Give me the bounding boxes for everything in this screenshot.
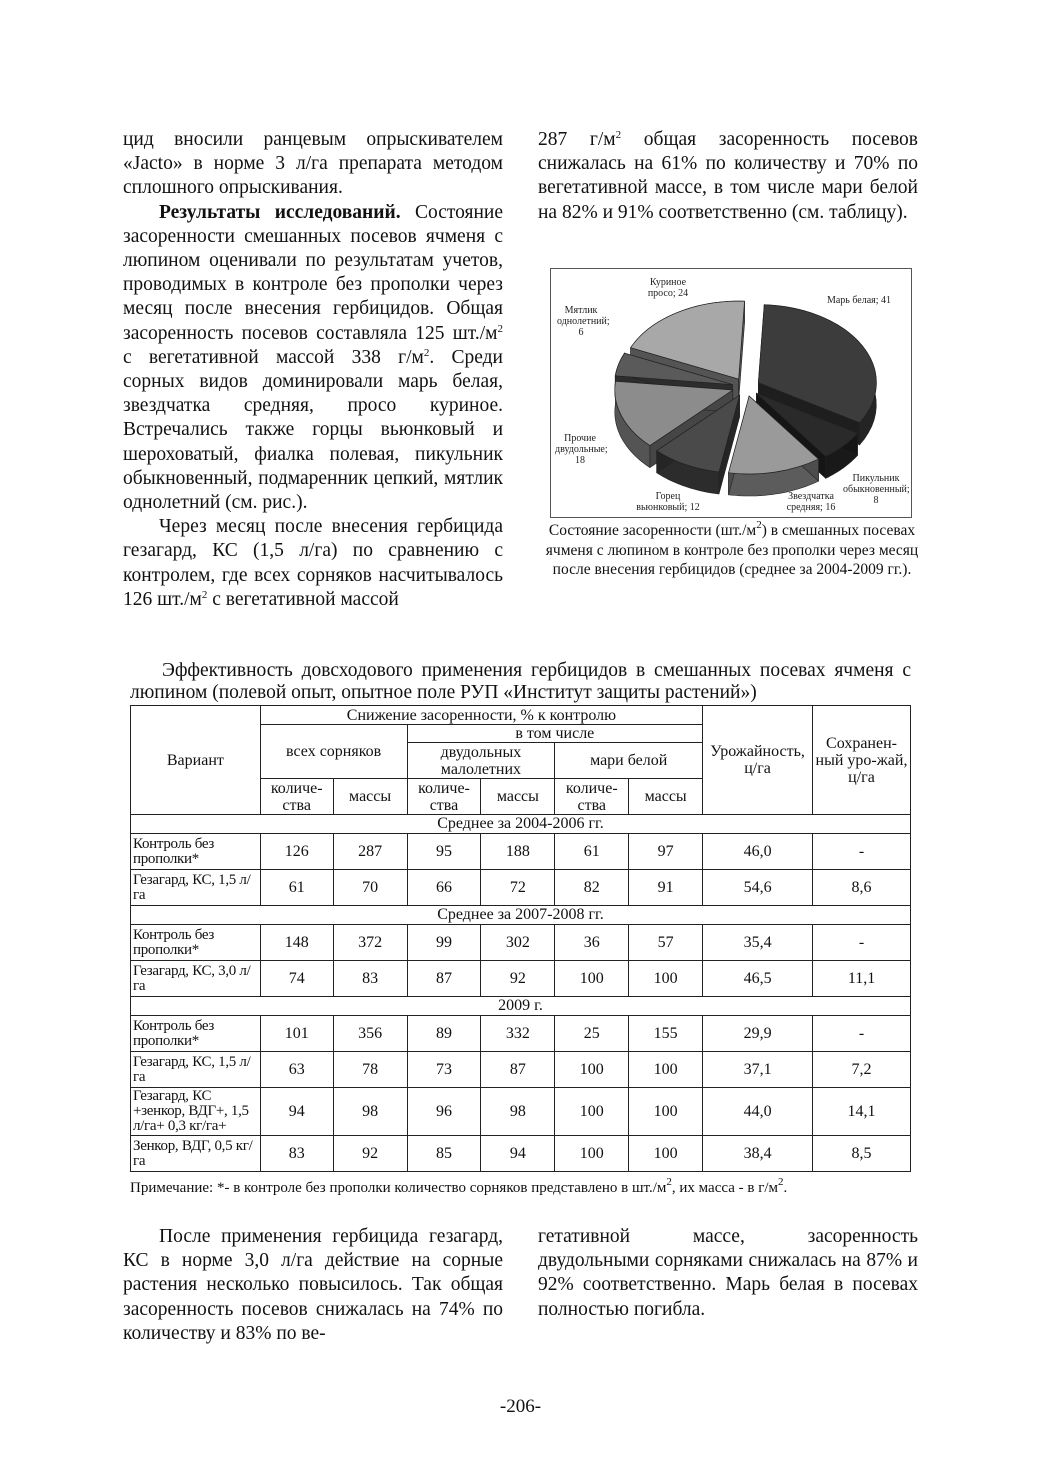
value-cell: - — [813, 925, 911, 961]
header-yield: Урожайность, ц/га — [703, 706, 813, 815]
label-mar-belaya: Марь белая; 41 — [826, 295, 892, 306]
value-cell: 87 — [481, 1052, 555, 1088]
value-cell: 97 — [629, 834, 703, 870]
value-cell: 126 — [260, 834, 333, 870]
value-cell: 100 — [555, 1052, 629, 1088]
value-cell: 100 — [555, 961, 629, 997]
table-note: Примечание: *- в контроле без прополки количество сорняков представлено в $шт./м^2$, их масса - в $г/м^2$. — [130, 1176, 788, 1196]
paragraph-reduction: 287 $г/м^2$ общая засоренность посевов снижалась на 61% по количеству и 70% по вегетативной массе, в том числе мари белой на 82% и 91% соответственно (см. таблицу). — [538, 129, 918, 223]
variant-cell: Контроль без прополки* — [131, 834, 261, 870]
bottom-right-text: гетативной массе, засоренность двудольными сорняками снижалась на 87% и 92% соответственно. Марь белая в посевах полностью погибла. — [538, 1226, 918, 1320]
header-count: количе-ства — [555, 779, 629, 815]
paragraph-month-after: Через месяц после внесения гербицида гезагард, КС (1,5 л/га) по сравнению с контролем, где всех сорняков насчитывалось 126 $шт./м^2$ с вегетативной массой — [123, 516, 503, 610]
paragraph-results: Результаты исследований. Состояние засоренности смешанных посевов ячменя с люпином оценивали по результатам учетов, проводимых в контроле без прополки через месяц после внесения гербицидов. Общая засоренность посевов составляла 125 $шт./м^2$ с вегетативной массой 338 $г/м^2$. Среди сорных видов доминировали марь белая, звездчатка средняя, просо куриное. Встречались также горцы вьюнковый и шероховатый, фиалка полевая, пикульник обыкновенный, подмаренник цепкий, мятлик однолетний (см. рис.). — [123, 201, 503, 514]
value-cell: 73 — [407, 1052, 481, 1088]
table-row — [131, 925, 911, 961]
header-including: в том числе — [407, 725, 703, 743]
value-cell: 188 — [481, 834, 555, 870]
value-cell: 92 — [333, 1136, 407, 1172]
value-cell: 98 — [333, 1088, 407, 1136]
value-cell: 94 — [481, 1136, 555, 1172]
header-count: количе-ства — [260, 779, 333, 815]
value-cell: 38,4 — [703, 1136, 813, 1172]
value-cell: 61 — [260, 870, 333, 906]
section-title: 2009 г. — [131, 997, 911, 1016]
value-cell: 99 — [407, 925, 481, 961]
value-cell: 87 — [407, 961, 481, 997]
value-cell: 89 — [407, 1016, 481, 1052]
variant-cell: Гезагард, КС, 3,0 л/га — [131, 961, 261, 997]
value-cell: 35,4 — [703, 925, 813, 961]
value-cell: 100 — [555, 1088, 629, 1136]
value-cell: 61 — [555, 834, 629, 870]
value-cell: 63 — [260, 1052, 333, 1088]
value-cell: 72 — [481, 870, 555, 906]
value-cell: 37,1 — [703, 1052, 813, 1088]
value-cell: 94 — [260, 1088, 333, 1136]
bottom-left-text: После применения гербицида гезагард, КС в норме 3,0 л/га действие на сорные растения несколько повысилось. Так общая засоренность посевов снижалась на 74% по количеству и 83% по ве- — [123, 1226, 503, 1344]
value-cell: 36 — [555, 925, 629, 961]
value-cell: 92 — [481, 961, 555, 997]
label-zvezdchatka: Звездчатка средняя; 16 — [786, 491, 836, 513]
value-cell: 148 — [260, 925, 333, 961]
header-mar: мари белой — [555, 743, 703, 779]
header-mass: массы — [481, 779, 555, 815]
left-column-text — [123, 128, 503, 612]
value-cell: 11,1 — [813, 961, 911, 997]
value-cell: 29,9 — [703, 1016, 813, 1052]
page-number: -206- — [499, 1396, 542, 1417]
figure-caption: Состояние засоренности $(шт./м^2)$ в смешанных посевах ячменя с люпином в контроле без прополки через месяц после внесения гербицидов (среднее за 2004-2009 гг.). — [545, 519, 919, 578]
results-heading: Результаты исследований. — [159, 201, 401, 223]
value-cell: 14,1 — [813, 1088, 911, 1136]
value-cell: 7,2 — [813, 1052, 911, 1088]
variant-cell: Гезагард, КС +зенкор, ВДГ+, 1,5 л/га+ 0,3 кг/га+ — [131, 1088, 261, 1136]
pie-chart-frame — [550, 268, 912, 518]
value-cell: 83 — [260, 1136, 333, 1172]
value-cell: 54,6 — [703, 870, 813, 906]
value-cell: 78 — [333, 1052, 407, 1088]
value-cell: 70 — [333, 870, 407, 906]
header-reduction: Снижение засоренности, % к контролю — [260, 706, 702, 725]
header-saved-yield: Сохранен-ный уро-жай, ц/га — [813, 706, 911, 815]
table-row — [131, 1052, 911, 1088]
header-mass: массы — [629, 779, 703, 815]
value-cell: 8,6 — [813, 870, 911, 906]
label-myatlik: Мятлик однолетний; 6 — [557, 305, 610, 338]
label-pikulnik: Пикульник обыкновенный; 8 — [843, 473, 910, 506]
value-cell: 356 — [333, 1016, 407, 1052]
table-row — [131, 1136, 911, 1172]
table-row — [131, 1088, 911, 1136]
value-cell: 46,5 — [703, 961, 813, 997]
variant-cell: Гезагард, КС, 1,5 л/га — [131, 1052, 261, 1088]
variant-cell: Гезагард, КС, 1,5 л/га — [131, 870, 261, 906]
value-cell: 101 — [260, 1016, 333, 1052]
value-cell: 8,5 — [813, 1136, 911, 1172]
label-prochie: Прочие двудольные; 18 — [555, 433, 608, 466]
value-cell: 82 — [555, 870, 629, 906]
herbicide-efficiency-table — [130, 705, 911, 1172]
variant-cell: Контроль без прополки* — [131, 925, 261, 961]
value-cell: 91 — [629, 870, 703, 906]
header-all-weeds: всех сорняков — [260, 725, 407, 779]
label-kurinoe-proso: Куриное просо; 24 — [647, 277, 689, 299]
value-cell: 155 — [629, 1016, 703, 1052]
value-cell: 100 — [629, 961, 703, 997]
header-mass: массы — [333, 779, 407, 815]
value-cell: 85 — [407, 1136, 481, 1172]
table-row — [131, 961, 911, 997]
value-cell: 96 — [407, 1088, 481, 1136]
value-cell: 372 — [333, 925, 407, 961]
value-cell: 100 — [629, 1088, 703, 1136]
right-column-text — [538, 128, 918, 225]
value-cell: - — [813, 834, 911, 870]
header-count: количе-ства — [407, 779, 481, 815]
table-row — [131, 870, 911, 906]
value-cell: 74 — [260, 961, 333, 997]
value-cell: 332 — [481, 1016, 555, 1052]
value-cell: 98 — [481, 1088, 555, 1136]
value-cell: 46,0 — [703, 834, 813, 870]
variant-cell: Зенкор, ВДГ, 0,5 кг/га — [131, 1136, 261, 1172]
variant-cell: Контроль без прополки* — [131, 1016, 261, 1052]
value-cell: 66 — [407, 870, 481, 906]
value-cell: 25 — [555, 1016, 629, 1052]
value-cell: 95 — [407, 834, 481, 870]
paragraph-intro: цид вносили ранцевым опрыскивателем «Jacto» в норме 3 л/га препарата методом сплошного опрыскивания. — [123, 129, 503, 199]
section-title: Среднее за 2007-2008 гг. — [131, 906, 911, 925]
value-cell: 57 — [629, 925, 703, 961]
value-cell: 100 — [629, 1136, 703, 1172]
value-cell: - — [813, 1016, 911, 1052]
value-cell: 83 — [333, 961, 407, 997]
table-row — [131, 1016, 911, 1052]
value-cell: 100 — [629, 1052, 703, 1088]
header-variant: Вариант — [131, 706, 261, 815]
table-row — [131, 834, 911, 870]
section-title: Среднее за 2004-2006 гг. — [131, 815, 911, 834]
label-gorets: Горец вьюнковый; 12 — [636, 491, 700, 513]
table-title: Эффективность довсходового применения гербицидов в смешанных посевах ячменя с люпином (полевой опыт, опытное поле РУП «Институт защиты растений») — [130, 660, 911, 703]
value-cell: 302 — [481, 925, 555, 961]
value-cell: 44,0 — [703, 1088, 813, 1136]
value-cell: 100 — [555, 1136, 629, 1172]
value-cell: 287 — [333, 834, 407, 870]
header-dicot: двудольных малолетних — [407, 743, 555, 779]
